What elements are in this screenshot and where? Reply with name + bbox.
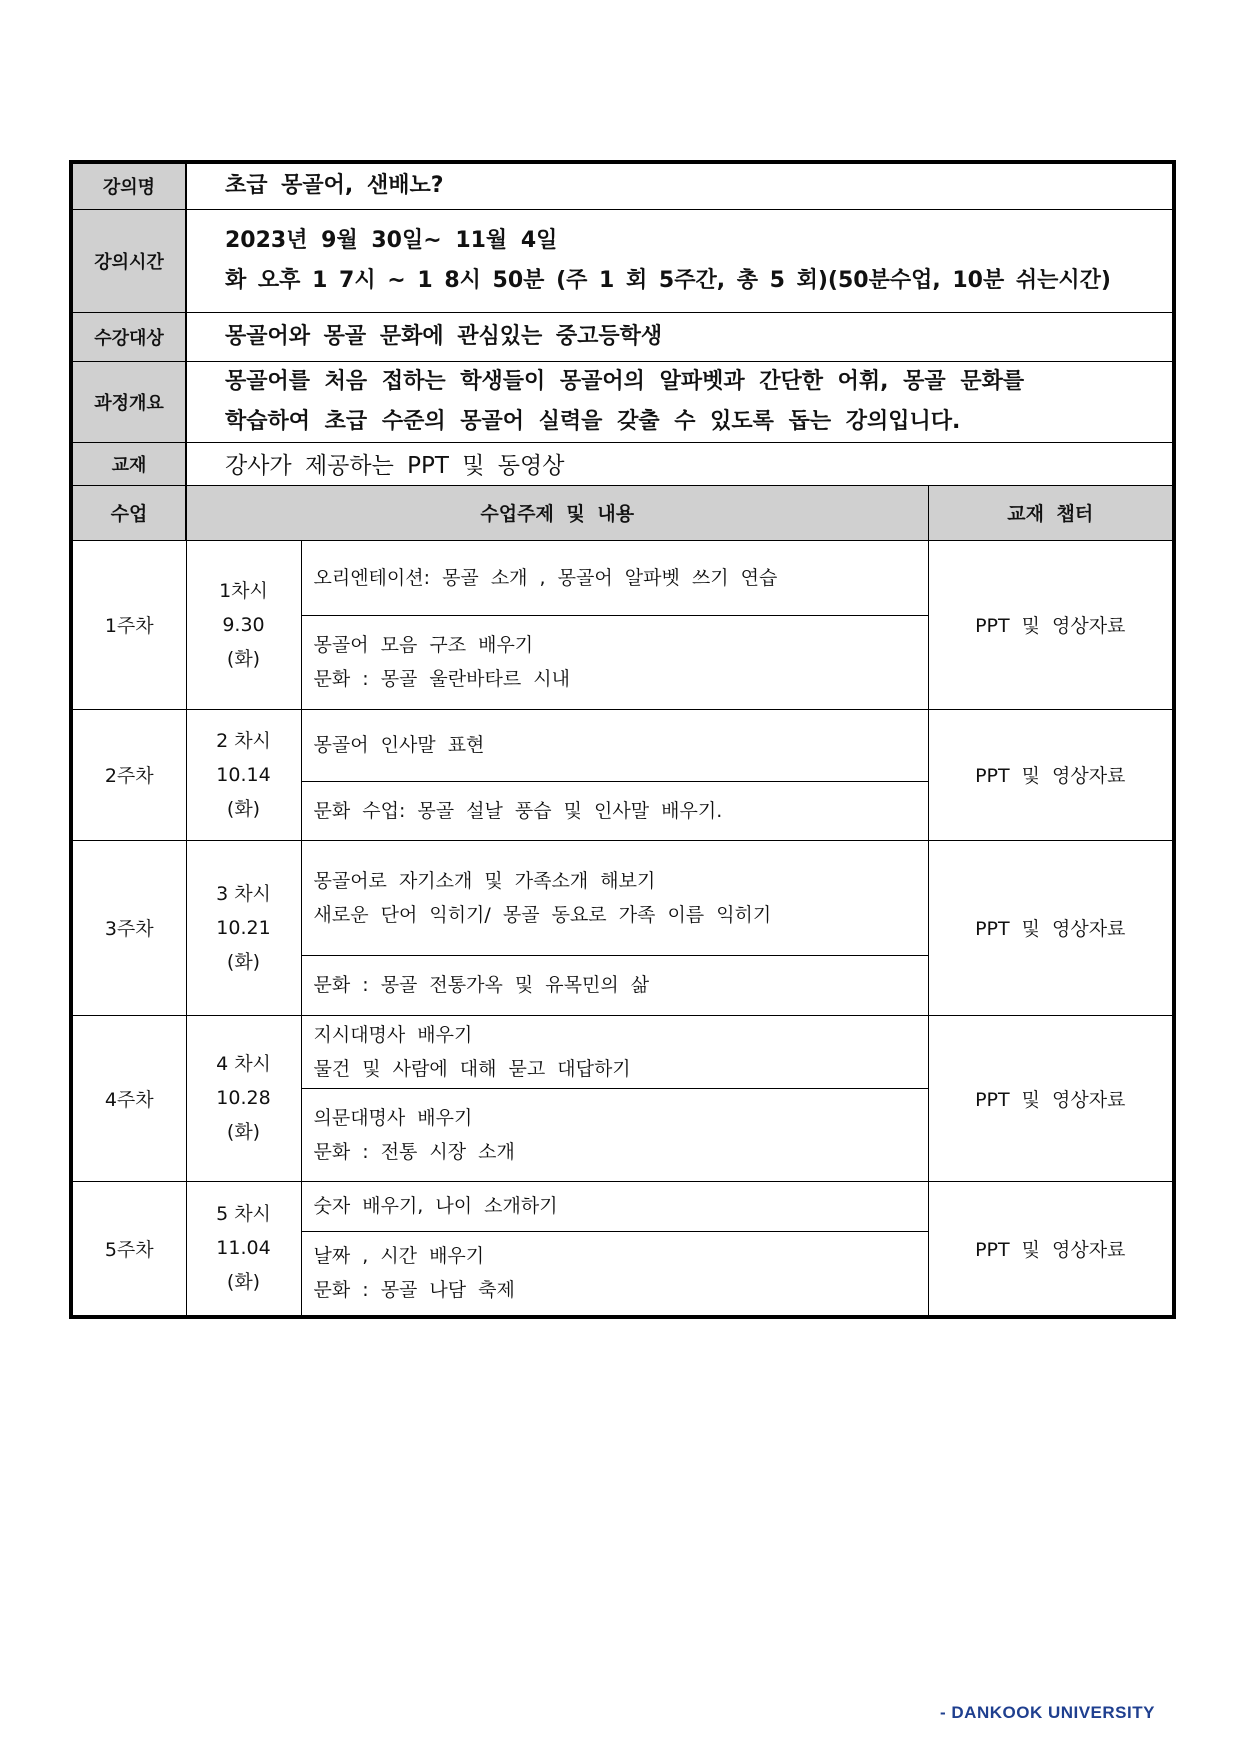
topic-cell <box>301 840 928 955</box>
chapter-header: 교재 챕터 <box>928 485 1174 540</box>
topic-line: 문화 : 몽골 전통가옥 및 유목민의 삶 <box>313 974 650 996</box>
topic-line: 문화 : 몽골 울란바타르 시내 <box>313 668 570 690</box>
session-info <box>186 1181 301 1317</box>
topic-cell <box>301 955 928 1015</box>
session-info <box>186 840 301 1015</box>
topic-line: 몽골어로 자기소개 및 가족소개 해보기 <box>313 869 656 892</box>
topic-line: 새로운 단어 익히기/ 몽골 동요로 가족 이름 익히기 <box>313 903 772 926</box>
session-date: 11.04 <box>216 1237 271 1260</box>
topic-line: 지시대명사 배우기 <box>313 1023 473 1046</box>
course-name-label: 강의명 <box>71 162 186 209</box>
session-date: 10.21 <box>216 916 271 939</box>
topic-cell <box>301 1231 928 1317</box>
chapter-cell: PPT 및 영상자료 <box>928 709 1174 840</box>
session-date: 9.30 <box>222 613 265 636</box>
session-number: 1차시 <box>219 579 268 602</box>
session-date: 10.28 <box>216 1087 271 1109</box>
session-info <box>186 709 301 840</box>
textbook-label: 교재 <box>71 442 186 485</box>
session-number: 2 차시 <box>216 729 271 752</box>
topic-line: 숫자 배우기, 나이 소개하기 <box>313 1195 558 1217</box>
topic-line: 날짜 , 시간 배우기 <box>313 1245 485 1268</box>
topic-line: 오리엔테이션: 몽골 소개 , 몽골어 알파벳 쓰기 연습 <box>313 566 778 589</box>
course-time-label: 강의시간 <box>71 209 186 312</box>
chapter-cell: PPT 및 영상자료 <box>928 840 1174 1015</box>
chapter-cell: PPT 및 영상자료 <box>928 1015 1174 1181</box>
textbook-value: 강사가 제공하는 PPT 및 동영상 <box>186 442 1174 485</box>
class-header: 수업 <box>71 485 186 540</box>
session-day: (화) <box>226 950 261 973</box>
session-number: 3 차시 <box>216 882 271 905</box>
session-day: (화) <box>226 1121 261 1143</box>
session-info <box>186 1015 301 1181</box>
topic-line: 몽골어 인사말 표현 <box>313 734 485 756</box>
topic-cell <box>301 540 928 615</box>
topic-cell <box>301 615 928 709</box>
overview-line-1: 몽골어를 처음 접하는 학생들이 몽골어의 알파벳과 간단한 어휘, 몽골 문화를 <box>225 368 1025 394</box>
session-day: (화) <box>226 797 261 820</box>
course-overview-label: 과정개요 <box>71 361 186 442</box>
session-day: (화) <box>226 1271 261 1294</box>
topic-line: 물건 및 사람에 대해 묻고 대답하기 <box>313 1057 631 1080</box>
session-number: 5 차시 <box>216 1203 271 1226</box>
topic-cell <box>301 1088 928 1181</box>
topic-line: 몽골어 모음 구조 배우기 <box>313 634 534 656</box>
session-info <box>186 540 301 709</box>
target-audience-label: 수강대상 <box>71 312 186 361</box>
topic-cell <box>301 1181 928 1231</box>
target-audience-value: 몽골어와 몽골 문화에 관심있는 중고등학생 <box>186 312 1174 361</box>
topic-cell <box>301 1015 928 1088</box>
course-time-dates: 2023년 9월 30일~ 11월 4일 <box>225 227 558 253</box>
week-label: 4주차 <box>71 1015 186 1181</box>
topic-line: 의문대명사 배우기 <box>313 1106 473 1129</box>
session-number: 4 차시 <box>216 1053 271 1075</box>
topic-line: 문화 수업: 몽골 설날 풍습 및 인사말 배우기. <box>313 799 723 822</box>
topic-cell <box>301 709 928 781</box>
topic-header: 수업주제 및 내용 <box>186 485 928 540</box>
course-overview-value <box>186 361 1174 442</box>
chapter-cell: PPT 및 영상자료 <box>928 540 1174 709</box>
week-label: 1주차 <box>71 540 186 709</box>
topic-line: 문화 : 전통 시장 소개 <box>313 1140 515 1163</box>
chapter-cell: PPT 및 영상자료 <box>928 1181 1174 1317</box>
week-label: 3주차 <box>71 840 186 1015</box>
topic-line: 문화 : 몽골 나담 축제 <box>313 1279 515 1302</box>
course-time-value <box>186 209 1174 312</box>
course-name-value: 초급 몽골어, 샌배노? <box>186 162 1174 209</box>
topic-cell <box>301 781 928 840</box>
overview-line-2: 학습하여 초급 수준의 몽골어 실력을 갖출 수 있도록 돕는 강의입니다. <box>225 408 961 434</box>
week-label: 2주차 <box>71 709 186 840</box>
course-time-schedule: 화 오후 1 7시 ~ 1 8시 50분 (주 1 회 5주간, 총 5 회)(50분수업, 10분 쉬는시간) <box>225 267 1111 293</box>
week-label: 5주차 <box>71 1181 186 1317</box>
session-day: (화) <box>226 647 261 670</box>
footer-university: - DANKOOK UNIVERSITY <box>940 1703 1155 1722</box>
course-table <box>69 160 1176 1319</box>
session-date: 10.14 <box>216 763 271 786</box>
